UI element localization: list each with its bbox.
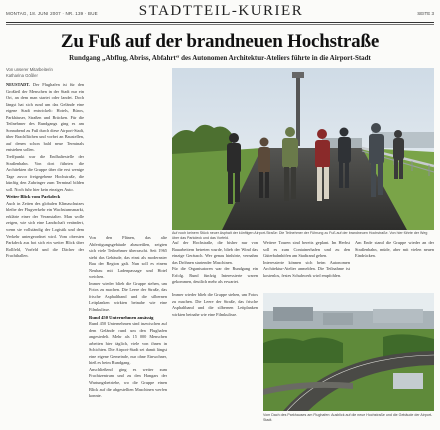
paragraph: Anschließend ging es weiter zum Frachtzentrum und zu den Hangars der Wartungsbetriebe, wo die Gruppe einen Blick auf die abgestellten Maschinen werfen konnte.	[89, 366, 167, 399]
byline-author: Katharina Gößler	[6, 73, 38, 78]
photo-walkers-on-new-road	[172, 68, 434, 230]
article-column-3	[172, 240, 258, 290]
paragraph: Immer wieder blieb die Gruppe stehen, um Fotos zu machen. Die Leere der Straße, das frische Asphaltband und die silbernen Leitplanken wirkten beinahe wie eine Filmkulisse.	[89, 280, 167, 313]
paragraph: Für die Organisatoren war der Rundgang ein Erfolg. Rund fünfzig Interessierte waren gekommen, deutlich mehr als erwartet.	[172, 266, 258, 285]
headline: Zu Fuß auf der brandneuen Hochstraße	[60, 31, 380, 52]
main-photo	[172, 68, 434, 230]
paper-name: STADTTEIL-KURIER	[138, 3, 304, 19]
paragraph	[6, 82, 84, 154]
paragraph: Auch in Zeiten des globalen Klimaschutzes bleibe der Flugverkehr ein Wachstumsmarkt, erklärte einer der Veranstalter. Man wolle zeigen, wie sich eine Landschaft verändert, wenn sie vollständig der Logistik und dem Verkehr untergeordnet wird. Vom obersten Parkdeck aus bot sich ein weiter Blick über Rollfeld, Vorfeld und die Dächer der Frachthallen.	[6, 200, 84, 259]
paragraph: Am Ende stand die Gruppe wieder an der Straßenbahn, müde, aber mit vielen neuen Eindrücken.	[355, 240, 434, 259]
paragraph: Von den Plänen, das alte Abfertigungsgebäude abzureißen, zeigten sich viele Teilnehmer überrascht. Seit 1965 steht das Gebäude, das einst als modernster Bau der Region galt. Nun soll es einem Neubau mit Ladenpassage und Hotel weichen.	[89, 235, 167, 280]
masthead	[6, 2, 434, 24]
dateline-lead: NEUSTADT.	[6, 82, 30, 87]
paragraph: Treffpunkt war die Endhaltestelle der Straßenbahn. Von dort führten die Architekten die Gruppe über die erst wenige Tage zuvor freigegebene Hochstraße, die künftig den Zubringer zum Terminal bilden soll. Noch fuhr hier kein einziges Auto.	[6, 154, 84, 192]
paragraph: Weitere Touren sind bereits geplant. Im Herbst soll es zum Containerhafen und zu den Güterbahnhöfen am Stadtrand gehen.	[263, 240, 350, 259]
paragraph-text: Der Flughafen ist für den Großteil der Menschen in der Stadt nur ein Ort, an dem man startet oder landet. Doch längst hat sich rund um das Gelände eine eigene Stadt entwickelt: Hotels, Büros, Parkhäuser, Straßen und Brücken. Für die Teilnehmer des Rundgangs ging es am Sonnabend zu Fuß durch diese Airport-Stadt, über Brachflächen und vorbei an Baustellen, auf denen schon bald neue Terminals entstehen sollen.	[6, 82, 84, 153]
main-photo-caption: Auf noch keinem Stück neuer Asphalt der künftigen Airport-Straße: Die Teilnehmer der Führung zu Fuß auf der brandneuen Hochstraße. Von hier führte der Weg über das Parkdeck und das Vorfeld.	[172, 231, 428, 240]
masthead-rule-thin	[6, 24, 434, 25]
paragraph: Rund 450 Unternehmen sind inzwischen auf dem Gelände rund um den Flughafen angesiedelt. Mehr als 15 000 Menschen arbeiten hier täglich, viele von ihnen in Schichten. Die Airport-Stadt sei damit längst eine eigene Gemeinde, nur ohne Einwohner, hieß es beim Rundgang.	[89, 321, 167, 366]
masthead-rule	[6, 22, 434, 23]
article-column-2	[89, 235, 167, 427]
article-column-4	[263, 240, 350, 290]
article-column-5	[355, 240, 434, 290]
small-photo	[263, 293, 434, 411]
crosshead: Weiter Blick vom Parkdeck	[6, 194, 61, 200]
page-number: SEITE 3	[417, 11, 434, 16]
small-photo-caption: Vom Dach des Parkhauses am Flughafen: Ausblick auf die neue Hochstraße und die Gebäude der Airport-Stadt.	[263, 413, 433, 422]
article-column-1	[6, 67, 84, 427]
crosshead: Rund 450 Unternehmen ansässig	[89, 314, 154, 320]
paragraph: Auf der Hochstraße, die bisher nur von Bauarbeitern betreten wurde, blieb der Wind das einzige Geräusch. Wer genau hinhörte, vernahm das Dröhnen startender Maschinen.	[172, 240, 258, 265]
subheadline: Rundgang „Abflug, Abriss, Abfahrt“ des Autonomen Architektur-Ateliers führte in die Airport-Stadt	[69, 54, 371, 62]
paragraph: Immer wieder blieb die Gruppe stehen, um Fotos zu machen. Die Leere der Straße, das frische Asphaltband und die silbernen Leitplanken wirkten beinahe wie eine Filmkulisse.	[172, 292, 258, 317]
byline-line-1: Von unserer Mitarbeiterin	[6, 67, 53, 72]
photo-aerial-view-airport-city	[263, 293, 434, 411]
article-column-3b	[172, 292, 258, 427]
dateline: MONTAG, 18. JUNI 2007 · NR. 139 · BUE	[6, 11, 98, 16]
paragraph: Interessierte können sich beim Autonomen Architektur-Atelier anmelden. Die Teilnahme ist kostenlos, festes Schuhwerk wird empfohlen.	[263, 259, 350, 278]
